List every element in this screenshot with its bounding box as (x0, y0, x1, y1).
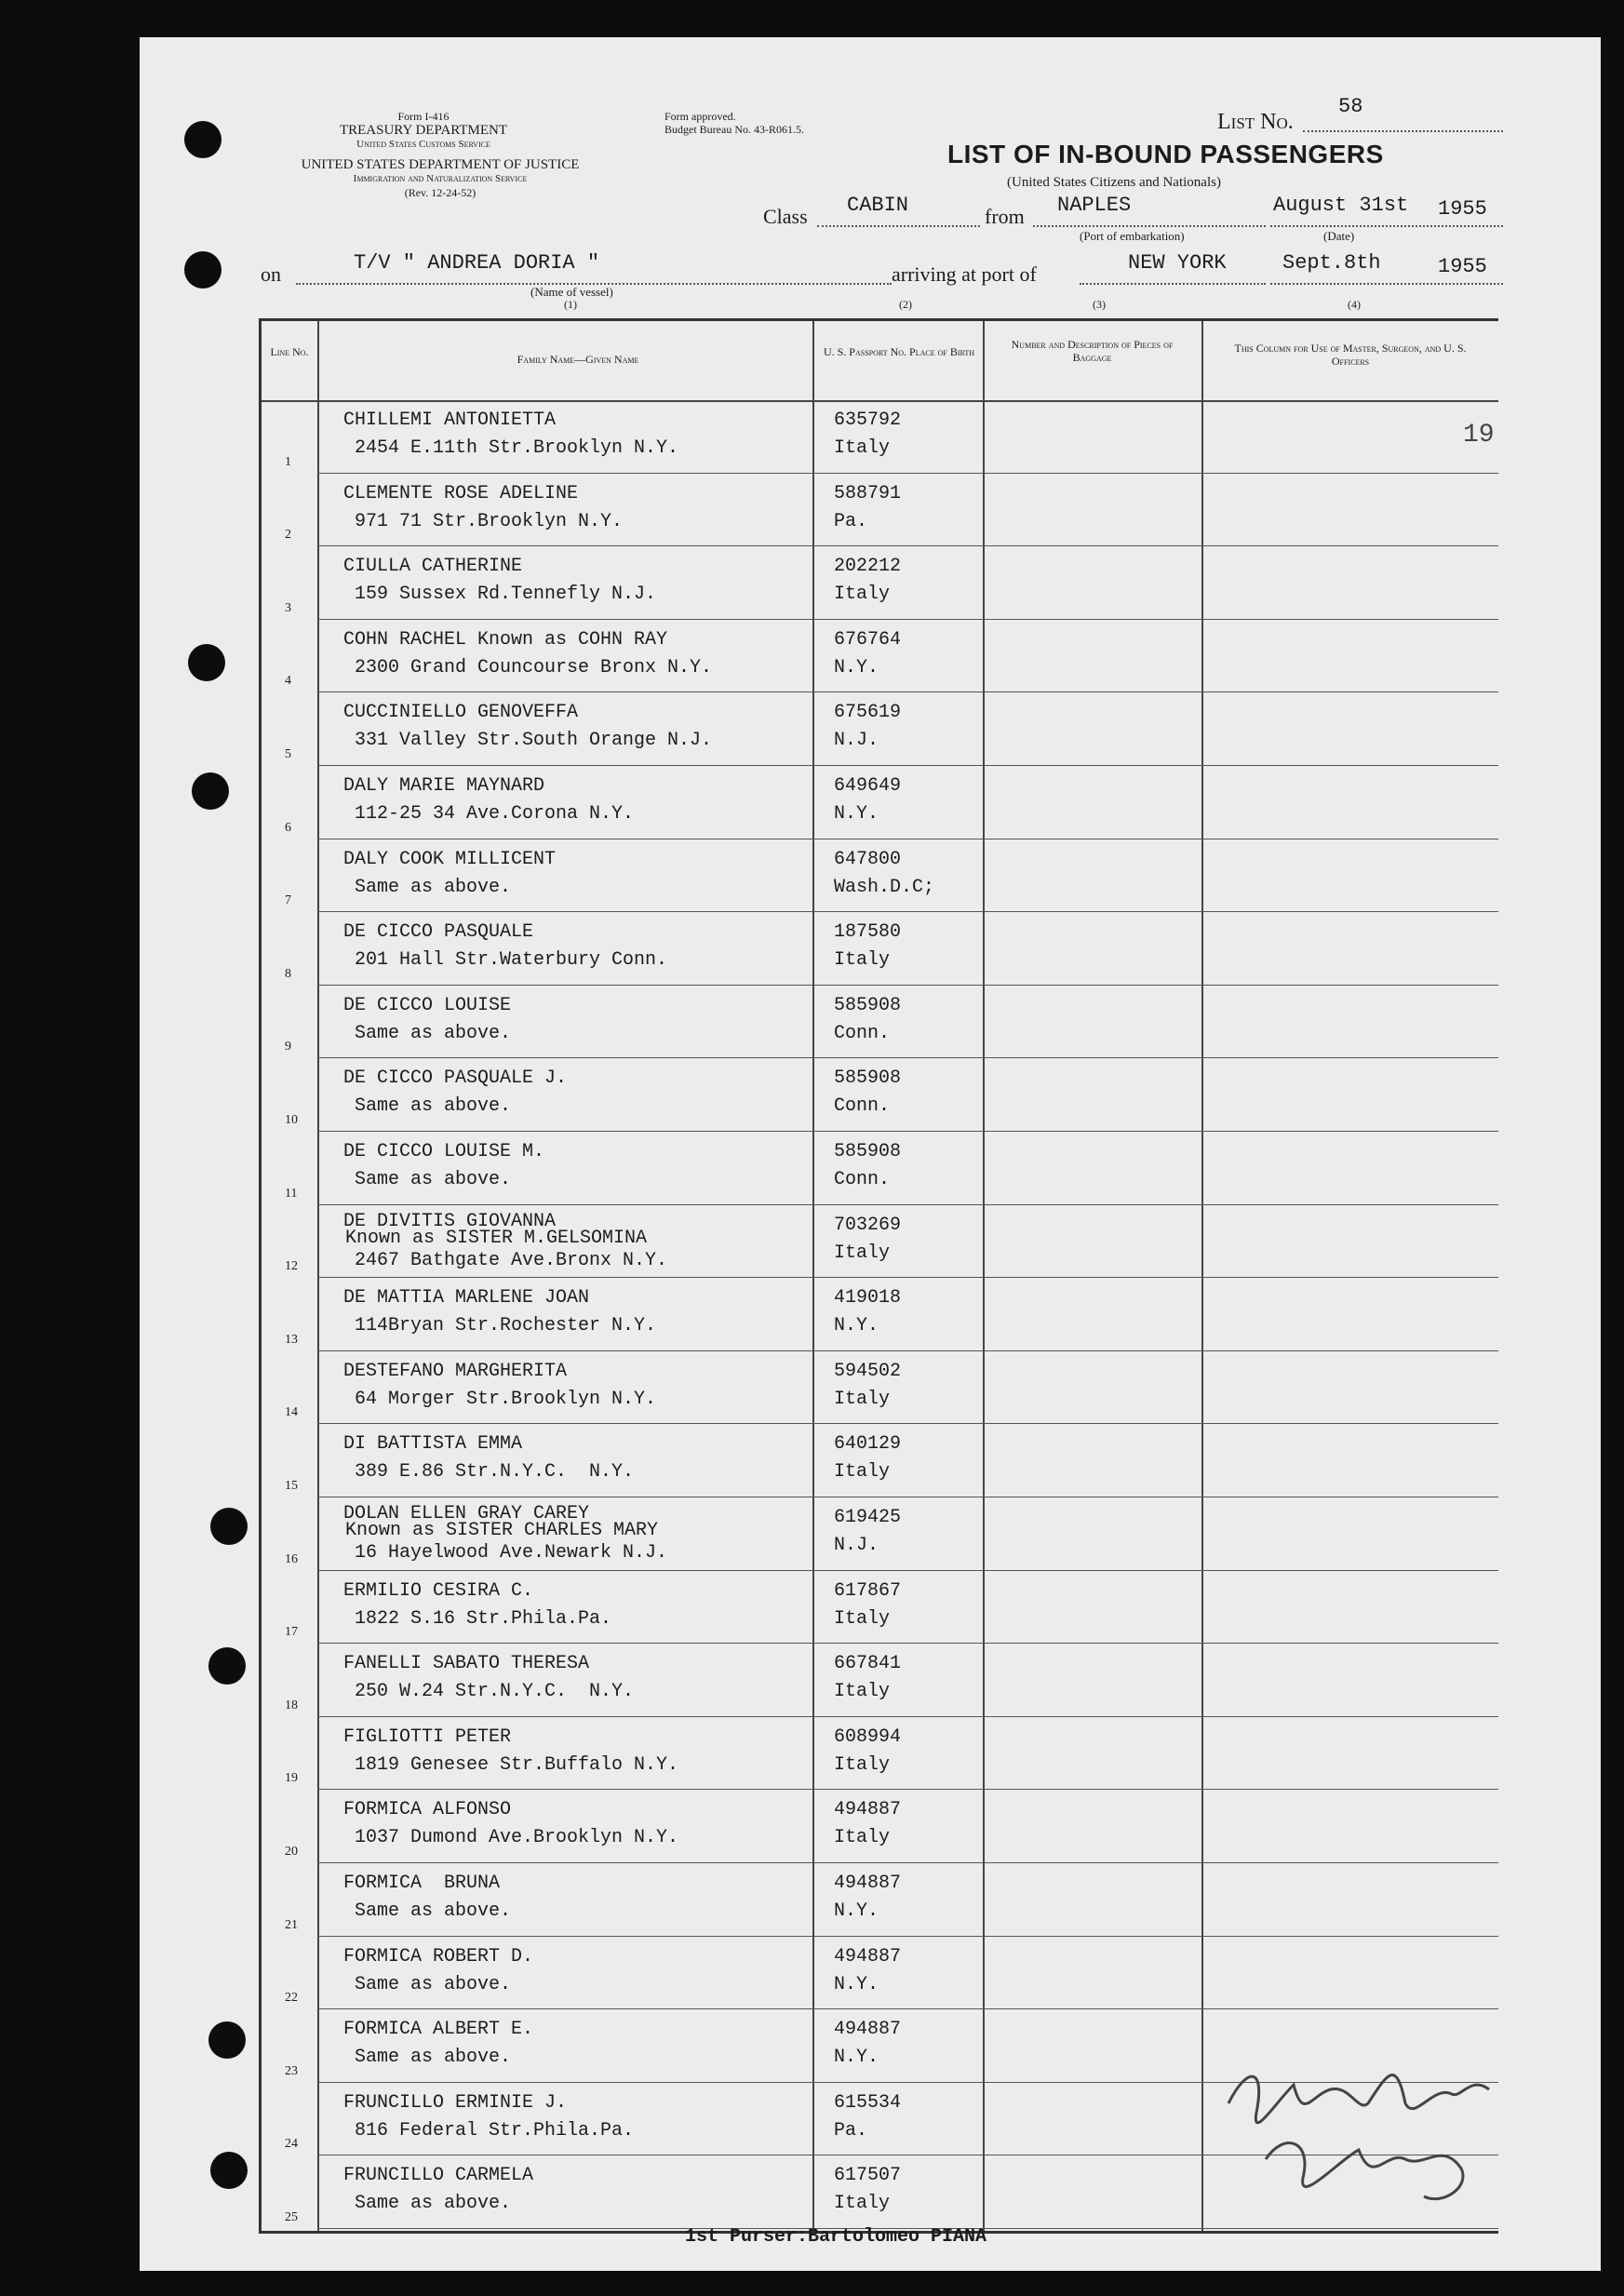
arrival-date-line (1270, 283, 1503, 285)
place-of-birth: Italy (834, 1607, 891, 1630)
passenger-address: Same as above. (355, 876, 512, 898)
place-of-birth: Italy (834, 2193, 891, 2215)
passenger-address: 250 W.24 Str.N.Y.C. N.Y. (355, 1681, 635, 1703)
passport-number: 585908 (834, 1067, 902, 1090)
line-number: 22 (285, 1991, 298, 2006)
passport-number: 617507 (834, 2165, 902, 2187)
passenger-address: Same as above. (355, 1973, 512, 1995)
table-row (262, 546, 1498, 620)
line-number: 7 (285, 893, 291, 908)
passenger-name: DI BATTISTA EMMA (343, 1433, 523, 1456)
passport-number: 494887 (834, 2019, 902, 2041)
passenger-name: DE DIVITIS GIOVANNA (343, 1210, 557, 1232)
immigration-service: Immigration and Naturalization Service (353, 173, 528, 184)
place-of-birth: N.Y. (834, 1315, 879, 1337)
known-as: Known as SISTER CHARLES MARY (345, 1520, 659, 1541)
embark-value: NAPLES (1057, 194, 1132, 217)
passenger-name: CHILLEMI ANTONIETTA (343, 410, 557, 431)
passenger-address: 2300 Grand Councourse Bronx N.Y. (355, 656, 713, 678)
table-row (262, 1497, 1498, 1571)
table-row (262, 1278, 1498, 1351)
place-of-birth: N.Y. (834, 656, 879, 678)
passenger-table (259, 318, 1498, 2234)
col-num-4: (4) (1348, 298, 1361, 311)
table-row (262, 620, 1498, 693)
class-label: Class (763, 205, 808, 228)
passport-number: 615534 (834, 2091, 902, 2114)
passport-number: 647800 (834, 848, 902, 870)
passenger-name: FRUNCILLO ERMINIE J. (343, 2091, 568, 2114)
line-number: 1 (285, 454, 291, 469)
form-approved-block (664, 110, 804, 136)
punch-hole (184, 251, 221, 289)
line-number: 2 (285, 528, 291, 543)
table-row (262, 692, 1498, 766)
passenger-name: DALY COOK MILLICENT (343, 848, 557, 870)
line-number: 4 (285, 674, 291, 689)
place-of-birth: N.Y. (834, 803, 879, 825)
line-number: 9 (285, 1040, 291, 1054)
passport-number: 635792 (834, 410, 902, 431)
passenger-address: 2454 E.11th Str.Brooklyn N.Y. (355, 437, 679, 459)
embark-line (1033, 225, 1266, 227)
justice-department: UNITED STATES DEPARTMENT OF JUSTICE (301, 157, 580, 172)
passenger-address: 389 E.86 Str.N.Y.C. N.Y. (355, 1461, 635, 1484)
arriving-label: arriving at port of (892, 262, 1037, 286)
passenger-name: DE CICCO PASQUALE J. (343, 1067, 568, 1090)
line-number: 24 (285, 2137, 298, 2152)
from-label: from (985, 205, 1025, 228)
table-row (262, 1937, 1498, 2010)
passenger-address: 1037 Dumond Ave.Brooklyn N.Y. (355, 1827, 679, 1849)
punch-hole (192, 772, 229, 810)
place-of-birth: Conn. (834, 1095, 891, 1118)
table-row (262, 1351, 1498, 1425)
page-subtitle: (United States Citizens and Nationals) (1007, 175, 1221, 190)
form-block-treasury (307, 110, 540, 152)
passenger-address: 1819 Genesee Str.Buffalo N.Y. (355, 1753, 679, 1776)
place-of-birth: Wash.D.C; (834, 876, 935, 898)
treasury-department: TREASURY DEPARTMENT (339, 123, 508, 138)
list-no-label: List No. (1217, 110, 1294, 134)
date-line (1270, 225, 1503, 227)
place-of-birth: Pa. (834, 2119, 868, 2142)
revision-date: (Rev. 12-24-52) (404, 186, 476, 199)
officer-mark: 19 (1463, 421, 1495, 450)
passenger-address: 1822 S.16 Str.Phila.Pa. (355, 1607, 612, 1630)
passport-number: 585908 (834, 994, 902, 1016)
page-title: LIST OF IN-BOUND PASSENGERS (947, 140, 1384, 168)
punch-hole (210, 2152, 248, 2189)
known-as: Known as SISTER M.GELSOMINA (345, 1227, 648, 1249)
place-of-birth: Conn. (834, 1022, 891, 1044)
form-number: Form I-416 (397, 110, 450, 123)
passport-number: 675619 (834, 702, 902, 724)
place-of-birth: Italy (834, 1753, 891, 1776)
table-row (262, 474, 1498, 547)
col-num-1: (1) (564, 298, 577, 311)
passenger-address: 971 71 Str.Brooklyn N.Y. (355, 510, 624, 532)
passenger-name: CUCCINIELLO GENOVEFFA (343, 702, 579, 724)
date-caption: (Date) (1323, 229, 1355, 243)
passenger-name: FIGLIOTTI PETER (343, 1725, 512, 1748)
passenger-name: DESTEFANO MARGHERITA (343, 1360, 568, 1382)
passport-number: 640129 (834, 1433, 902, 1456)
place-of-birth: Pa. (834, 510, 868, 532)
passenger-address: 331 Valley Str.South Orange N.J. (355, 730, 713, 752)
passenger-address: Same as above. (355, 2047, 512, 2069)
passport-number: 649649 (834, 775, 902, 797)
passport-number: 676764 (834, 628, 902, 651)
passenger-address: Same as above. (355, 1095, 512, 1118)
passport-number: 187580 (834, 921, 902, 944)
arrival-port: NEW YORK (1128, 251, 1227, 275)
punch-hole (208, 1647, 246, 1685)
place-of-birth: N.J. (834, 730, 879, 752)
place-of-birth: Italy (834, 584, 891, 606)
passenger-address: 64 Morger Str.Brooklyn N.Y. (355, 1388, 657, 1410)
passenger-name: CLEMENTE ROSE ADELINE (343, 482, 579, 504)
col-header-line-no: Line No. (270, 345, 309, 358)
form-block-justice (259, 158, 622, 200)
col-header-passport: U. S. Passport No. Place of Birth (823, 345, 975, 358)
passenger-name: DALY MARIE MAYNARD (343, 775, 545, 797)
place-of-birth: Italy (834, 437, 891, 459)
passport-number: 588791 (834, 482, 902, 504)
line-number: 19 (285, 1771, 298, 1786)
passenger-address: Same as above. (355, 2193, 512, 2215)
passenger-name: COHN RACHEL Known as COHN RAY (343, 628, 668, 651)
line-number: 15 (285, 1478, 298, 1493)
col-header-name: Family Name—Given Name (517, 353, 639, 366)
line-number: 10 (285, 1112, 298, 1127)
line-number: 18 (285, 1698, 298, 1712)
place-of-birth: Italy (834, 1242, 891, 1264)
passenger-address: 112-25 34 Ave.Corona N.Y. (355, 803, 635, 825)
line-number: 23 (285, 2063, 298, 2078)
table-row (262, 766, 1498, 839)
passenger-address: 159 Sussex Rd.Tennefly N.J. (355, 584, 657, 606)
customs-service: United States Customs Service (356, 139, 490, 150)
place-of-birth: N.Y. (834, 1973, 879, 1995)
table-row (262, 1790, 1498, 1863)
passenger-name: DE CICCO PASQUALE (343, 921, 534, 944)
passenger-name: ERMILIO CESIRA C. (343, 1579, 534, 1602)
class-value: CABIN (847, 194, 909, 217)
line-number: 6 (285, 820, 291, 835)
budget-bureau: Budget Bureau No. 43-R061.5. (664, 123, 804, 136)
table-row (262, 839, 1498, 913)
passenger-address: 816 Federal Str.Phila.Pa. (355, 2119, 635, 2142)
table-row (262, 1717, 1498, 1791)
passenger-name: FRUNCILLO CARMELA (343, 2165, 534, 2187)
line-number: 11 (285, 1186, 298, 1201)
table-row (262, 1424, 1498, 1497)
date-value: August 31st (1273, 194, 1409, 217)
place-of-birth: Italy (834, 1827, 891, 1849)
line-number: 13 (285, 1332, 298, 1347)
vessel-name: T/V " ANDREA DORIA " (354, 251, 600, 275)
line-number: 16 (285, 1551, 298, 1566)
punch-hole (188, 644, 225, 681)
table-row (262, 1644, 1498, 1717)
place-of-birth: Italy (834, 1681, 891, 1703)
table-row (262, 986, 1498, 1059)
place-of-birth: N.Y. (834, 2047, 879, 2069)
passport-number: 419018 (834, 1287, 902, 1309)
passport-number: 619425 (834, 1507, 902, 1528)
place-of-birth: Conn. (834, 1169, 891, 1190)
passenger-name: FANELLI SABATO THERESA (343, 1653, 590, 1675)
col-header-baggage: Number and Description of Pieces of Baggage (1011, 338, 1174, 364)
passport-number: 585908 (834, 1141, 902, 1162)
on-label: on (261, 262, 281, 286)
passenger-name: FORMICA BRUNA (343, 1873, 501, 1894)
passenger-address: Same as above. (355, 1022, 512, 1044)
passport-number: 617867 (834, 1579, 902, 1602)
punch-hole (210, 1508, 248, 1545)
punch-hole (208, 2021, 246, 2059)
punch-hole (184, 121, 221, 158)
place-of-birth: Italy (834, 949, 891, 972)
passport-number: 494887 (834, 1873, 902, 1894)
passenger-address: Same as above. (355, 1169, 512, 1190)
signature-scribble (1210, 2048, 1508, 2234)
passenger-address: 201 Hall Str.Waterbury Conn. (355, 949, 668, 972)
passenger-name: FORMICA ALBERT E. (343, 2019, 534, 2041)
col-num-2: (2) (899, 298, 912, 311)
passport-number: 667841 (834, 1653, 902, 1675)
passport-number: 494887 (834, 1799, 902, 1821)
passport-number: 494887 (834, 1945, 902, 1967)
arrival-date: Sept.8th (1282, 251, 1381, 275)
line-number: 5 (285, 746, 291, 761)
table-row (262, 400, 1498, 474)
purser-footer: 1st Purser:Bartolomeo PIANA (685, 2226, 987, 2248)
passenger-address: 2467 Bathgate Ave.Bronx N.Y. (355, 1249, 668, 1271)
date-year: 1955 (1438, 197, 1487, 221)
place-of-birth: N.J. (834, 1535, 879, 1556)
col-header-officers: This Column for Use of Master, Surgeon, and U. S. Officers (1234, 342, 1467, 368)
table-row (262, 1205, 1498, 1279)
passenger-name: CIULLA CATHERINE (343, 556, 523, 578)
vessel-caption: (Name of vessel) (530, 285, 613, 299)
list-no-value: 58 (1338, 95, 1363, 118)
passenger-name: FORMICA ALFONSO (343, 1799, 512, 1821)
list-no-line (1303, 130, 1503, 132)
line-number: 21 (285, 1917, 298, 1932)
table-row (262, 1058, 1498, 1132)
port-line (1080, 283, 1266, 285)
table-row (262, 912, 1498, 986)
table-row (262, 1571, 1498, 1645)
line-number: 3 (285, 600, 291, 615)
passenger-name: DE MATTIA MARLENE JOAN (343, 1287, 590, 1309)
arrival-year: 1955 (1438, 255, 1487, 278)
handwritten-signature (1210, 2048, 1508, 2234)
class-line (817, 225, 980, 227)
passenger-address: Same as above. (355, 1900, 512, 1922)
col-num-3: (3) (1093, 298, 1106, 311)
table-row (262, 1863, 1498, 1937)
passport-number: 202212 (834, 556, 902, 578)
passenger-name: DE CICCO LOUISE M. (343, 1141, 545, 1162)
table-row (262, 1132, 1498, 1205)
passport-number: 703269 (834, 1214, 902, 1236)
passenger-name: DOLAN ELLEN GRAY CAREY (343, 1503, 590, 1524)
passenger-name: DE CICCO LOUISE (343, 994, 512, 1016)
line-number: 20 (285, 1844, 298, 1859)
line-number: 12 (285, 1259, 298, 1274)
line-number: 14 (285, 1405, 298, 1420)
passenger-name: FORMICA ROBERT D. (343, 1945, 534, 1967)
line-number: 17 (285, 1625, 298, 1640)
place-of-birth: Italy (834, 1461, 891, 1484)
line-number: 8 (285, 966, 291, 981)
passenger-address: 16 Hayelwood Ave.Newark N.J. (355, 1542, 668, 1564)
passport-number: 594502 (834, 1360, 902, 1382)
line-number: 25 (285, 2209, 298, 2224)
place-of-birth: N.Y. (834, 1900, 879, 1922)
passport-number: 608994 (834, 1725, 902, 1748)
passenger-address: 114Bryan Str.Rochester N.Y. (355, 1315, 657, 1337)
place-of-birth: Italy (834, 1388, 891, 1410)
embark-caption: (Port of embarkation) (1080, 229, 1185, 243)
form-approved: Form approved. (664, 110, 736, 123)
